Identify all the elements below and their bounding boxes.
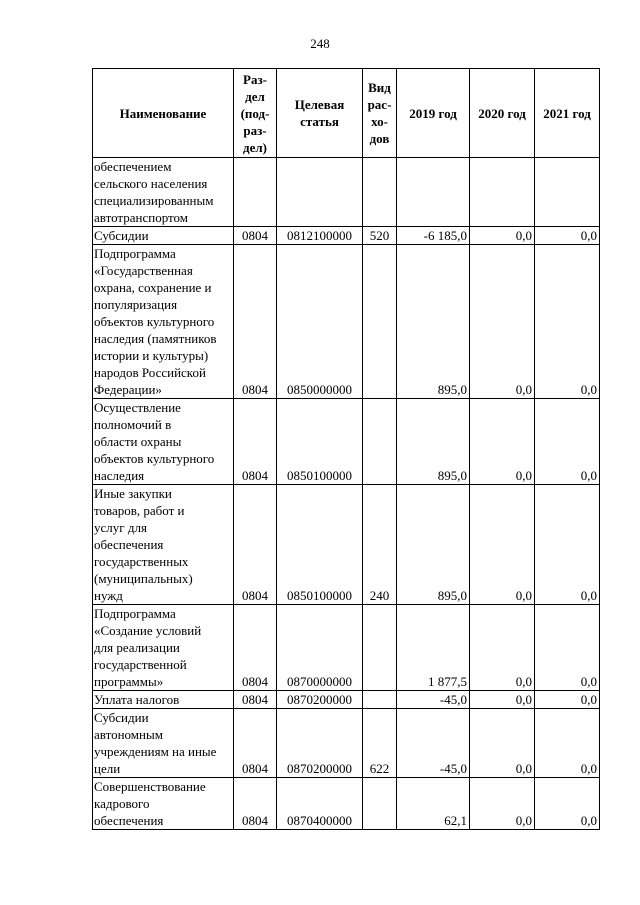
cell-2020: 0,0 bbox=[470, 691, 535, 709]
budget-table bbox=[92, 68, 600, 830]
cell-2019: 895,0 bbox=[397, 399, 470, 485]
cell-2019: -45,0 bbox=[397, 709, 470, 778]
header-2020: 2020 год bbox=[470, 69, 535, 158]
table-body bbox=[93, 158, 600, 830]
table-row bbox=[93, 158, 600, 227]
table-row bbox=[93, 245, 600, 399]
cell-section: 0804 bbox=[234, 691, 277, 709]
cell-section: 0804 bbox=[234, 605, 277, 691]
cell-target: 0870200000 bbox=[277, 709, 363, 778]
cell-2020: 0,0 bbox=[470, 245, 535, 399]
cell-2020: 0,0 bbox=[470, 709, 535, 778]
header-2019: 2019 год bbox=[397, 69, 470, 158]
cell-target: 0812100000 bbox=[277, 227, 363, 245]
cell-name: Совершенствование кадрового обеспечения bbox=[93, 778, 234, 830]
cell-type bbox=[363, 605, 397, 691]
cell-2019: -6 185,0 bbox=[397, 227, 470, 245]
cell-name: Уплата налогов bbox=[93, 691, 234, 709]
cell-type bbox=[363, 778, 397, 830]
cell-name: Подпрограмма «Государственная охрана, сохранение и популяризация объектов культурного наследия (памятников истории и культуры) народов Российской Федерации» bbox=[93, 245, 234, 399]
cell-type bbox=[363, 399, 397, 485]
cell-2020 bbox=[470, 158, 535, 227]
header-2021: 2021 год bbox=[535, 69, 600, 158]
cell-section: 0804 bbox=[234, 709, 277, 778]
cell-2021: 0,0 bbox=[535, 399, 600, 485]
cell-target: 0850000000 bbox=[277, 245, 363, 399]
cell-type: 520 bbox=[363, 227, 397, 245]
cell-target: 0870200000 bbox=[277, 691, 363, 709]
table-row bbox=[93, 485, 600, 605]
cell-target: 0850100000 bbox=[277, 485, 363, 605]
cell-2019: 1 877,5 bbox=[397, 605, 470, 691]
cell-target bbox=[277, 158, 363, 227]
cell-name: Подпрограмма «Создание условий для реализации государственной программы» bbox=[93, 605, 234, 691]
cell-2020: 0,0 bbox=[470, 778, 535, 830]
cell-section: 0804 bbox=[234, 245, 277, 399]
cell-section: 0804 bbox=[234, 485, 277, 605]
cell-type: 240 bbox=[363, 485, 397, 605]
page-number: 248 bbox=[310, 36, 330, 51]
cell-2021: 0,0 bbox=[535, 691, 600, 709]
cell-type bbox=[363, 691, 397, 709]
table-row bbox=[93, 605, 600, 691]
cell-name: Субсидии автономным учреждениям на иные цели bbox=[93, 709, 234, 778]
header-target: Целевая статья bbox=[277, 69, 363, 158]
cell-type bbox=[363, 245, 397, 399]
cell-name: Осуществление полномочий в области охраны объектов культурного наследия bbox=[93, 399, 234, 485]
cell-2020: 0,0 bbox=[470, 485, 535, 605]
cell-name: Иные закупки товаров, работ и услуг для обеспечения государственных (муниципальных) нужд bbox=[93, 485, 234, 605]
cell-section: 0804 bbox=[234, 227, 277, 245]
cell-2021 bbox=[535, 158, 600, 227]
cell-target: 0870000000 bbox=[277, 605, 363, 691]
cell-target: 0850100000 bbox=[277, 399, 363, 485]
cell-name: Субсидии bbox=[93, 227, 234, 245]
cell-section: 0804 bbox=[234, 399, 277, 485]
cell-2021: 0,0 bbox=[535, 485, 600, 605]
cell-name: обеспечением сельского населения специализированным автотранспортом bbox=[93, 158, 234, 227]
cell-2021: 0,0 bbox=[535, 709, 600, 778]
cell-2019: 895,0 bbox=[397, 245, 470, 399]
header-name: Наименование bbox=[93, 69, 234, 158]
cell-2019: 895,0 bbox=[397, 485, 470, 605]
cell-2021: 0,0 bbox=[535, 778, 600, 830]
cell-2019 bbox=[397, 158, 470, 227]
cell-type: 622 bbox=[363, 709, 397, 778]
table-row bbox=[93, 399, 600, 485]
cell-2021: 0,0 bbox=[535, 245, 600, 399]
cell-2019: -45,0 bbox=[397, 691, 470, 709]
table-row bbox=[93, 778, 600, 830]
header-section: Раз- дел (под- раз- дел) bbox=[234, 69, 277, 158]
cell-2020: 0,0 bbox=[470, 399, 535, 485]
table-row bbox=[93, 691, 600, 709]
cell-target: 0870400000 bbox=[277, 778, 363, 830]
table-row bbox=[93, 709, 600, 778]
header-type: Вид рас- хо- дов bbox=[363, 69, 397, 158]
cell-2021: 0,0 bbox=[535, 227, 600, 245]
table-row bbox=[93, 227, 600, 245]
cell-2021: 0,0 bbox=[535, 605, 600, 691]
cell-2019: 62,1 bbox=[397, 778, 470, 830]
cell-2020: 0,0 bbox=[470, 227, 535, 245]
cell-section: 0804 bbox=[234, 778, 277, 830]
table-header-row bbox=[93, 69, 600, 158]
cell-2020: 0,0 bbox=[470, 605, 535, 691]
cell-section bbox=[234, 158, 277, 227]
cell-type bbox=[363, 158, 397, 227]
